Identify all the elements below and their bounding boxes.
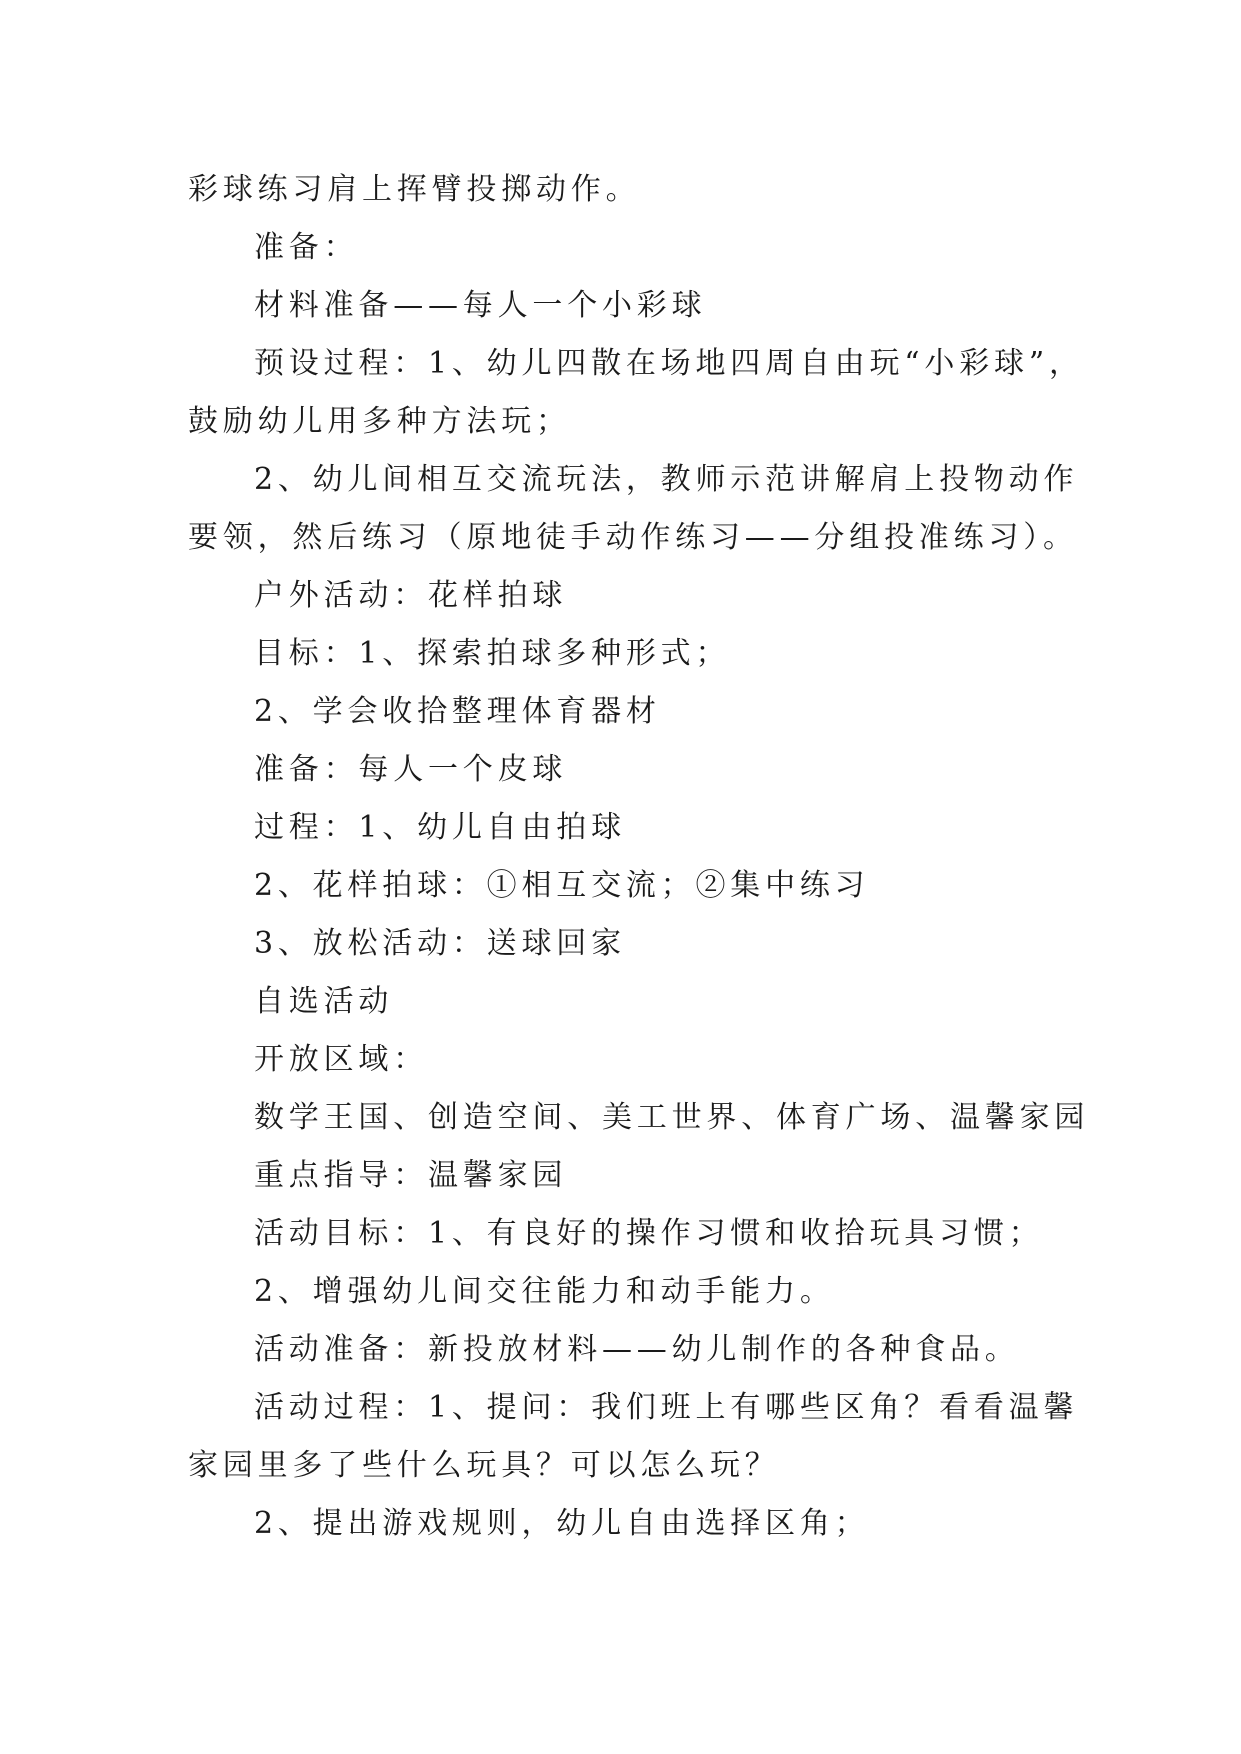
document-line: 家园里多了些什么玩具？可以怎么玩？ — [188, 1448, 780, 1483]
document-line: 2、幼儿间相互交流玩法，教师示范讲解肩上投物动作 — [254, 462, 1079, 497]
document-line: 材料准备——每人一个小彩球 — [254, 288, 707, 323]
document-line: 要领，然后练习（原地徒手动作练习——分组投准练习）。 — [188, 520, 1078, 555]
document-line: 过程：1、幼儿自由拍球 — [254, 810, 626, 845]
document-line: 预设过程：1、幼儿四散在场地四周自由玩“小彩球”， — [254, 346, 1084, 381]
document-line: 数学王国、创造空间、美工世界、体育广场、温馨家园 — [254, 1100, 1090, 1135]
document-line: 3、放松活动：送球回家 — [254, 926, 626, 961]
document-line: 活动目标：1、有良好的操作习惯和收拾玩具习惯； — [254, 1216, 1044, 1251]
document-line: 户外活动：花样拍球 — [254, 578, 568, 613]
document-line: 2、花样拍球：①相互交流；②集中练习 — [254, 868, 870, 903]
document-line: 重点指导：温馨家园 — [254, 1158, 568, 1193]
document-line: 2、提出游戏规则，幼儿自由选择区角； — [254, 1506, 870, 1541]
document-line: 彩球练习肩上挥臂投掷动作。 — [188, 172, 641, 207]
document-line: 开放区域： — [254, 1042, 428, 1077]
document-line: 2、增强幼儿间交往能力和动手能力。 — [254, 1274, 835, 1309]
document-line: 准备：每人一个皮球 — [254, 752, 568, 787]
document-body — [188, 161, 1090, 1553]
document-line: 活动准备：新投放材料——幼儿制作的各种食品。 — [254, 1332, 1020, 1367]
document-line: 自选活动 — [254, 984, 394, 1019]
document-line: 鼓励幼儿用多种方法玩； — [188, 404, 571, 439]
document-line: 2、学会收拾整理体育器材 — [254, 694, 661, 729]
document-line: 准备： — [254, 230, 359, 265]
document-line: 活动过程：1、提问：我们班上有哪些区角？看看温馨 — [254, 1390, 1079, 1425]
document-line: 目标：1、探索拍球多种形式； — [254, 636, 731, 671]
